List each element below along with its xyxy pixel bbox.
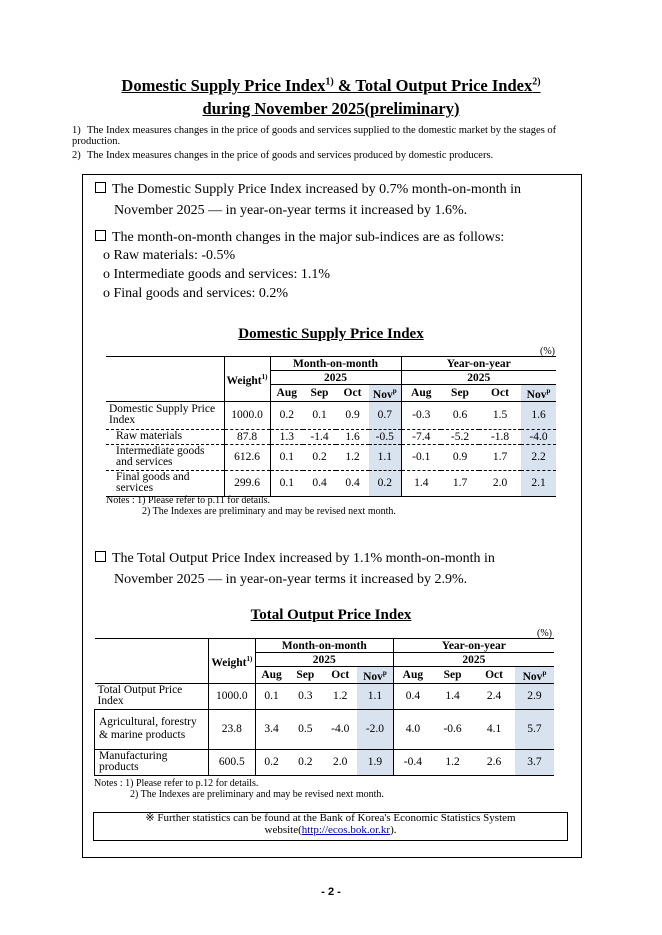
column-header: Oct [491,386,509,399]
reference-mark-icon: ※ [145,812,155,824]
page-subtitle: during November 2025(preliminary) [202,99,460,118]
table-row: Intermediate goods and services 612.6 0.1 0.2 1.2 1.1 -0.1 0.9 1.7 2.2 [106,444,556,470]
mom-header: Month-on-month [255,639,393,653]
weight-header: Weight$^{1)}$ [224,357,270,402]
column-header: Oct [485,668,503,681]
ecos-link[interactable]: http://ecos.bok.or.kr [301,823,391,836]
table1-unit: (%) [540,346,555,357]
list-item: o Final goods and services: 0.2% [103,286,289,301]
footnote-2: 2) The Index measures changes in the price of goods and services produced by domestic producers. [72,150,494,161]
yoy-header: Year-on-year [401,357,556,371]
footnote-1: 1) The Index measures changes in the price of goods and services supplied to the domestic market by the stages of production. [72,125,557,147]
table-row: Total Output Price Index 1000.0 0.1 0.3 1.2 1.1 0.4 1.4 2.4 2.9 [95,683,555,709]
column-header: Sep [310,386,329,399]
table2-notes: Notes : 1) Please refer to p.12 for details. 2) The Indexes are preliminary and may be revised next month. [94,778,384,800]
list-item: o Intermediate goods and services: 1.1% [103,267,331,282]
yoy-year: 2025 [467,371,491,384]
table-row: Manufacturing products 600.5 0.2 0.2 2.0 1.9 -0.4 1.2 2.6 3.7 [95,749,555,775]
summary-paragraph-2: The month-on-month changes in the major sub-indices are as follows: [95,227,570,248]
table-row: Agricultural, forestry & marine products 23.8 3.4 0.5 -4.0 -2.0 4.0 -0.6 4.1 5.7 [95,709,555,749]
table-row: Domestic Supply Price Index 1000.0 0.2 0.1 0.9 0.7 -0.3 0.6 1.5 1.6 [106,401,556,429]
column-header: Oct [331,668,350,681]
page-number: - 2 - [321,886,341,898]
mom-year: 2025 [255,653,393,667]
summary-paragraph-1: The Domestic Supply Price Index increased by 0.7% month-on-month in November 2025 — in year-on-year terms it increased by 1.6%. [95,179,570,221]
column-header: Nov$^p$ [369,385,401,402]
yoy-year: 2025 [462,653,486,666]
column-header: Sep [296,668,315,681]
domestic-supply-table [106,356,556,497]
summary-paragraph-3: The Total Output Price Index increased by 1.1% month-on-month in November 2025 — in year-on-year terms it increased by 2.9%. [95,548,570,590]
column-header: Nov$^p$ [515,667,554,684]
further-statistics-note: ※ Further statistics can be found at the Bank of Korea's Economic Statistics System website(http://ecos.bok.or.kr). [93,812,568,841]
yoy-header: Year-on-year [393,639,554,653]
total-output-table [94,638,554,776]
column-header: Aug [261,668,282,681]
table1-title: Domestic Supply Price Index [238,326,424,342]
column-header: Nov$^p$ [357,667,393,684]
sub-index-bullets [103,246,330,303]
column-header: Sep [443,668,462,681]
column-header: Aug [402,668,424,681]
page-title: Domestic Supply Price Index$^{1)}$ & Total Output Price Index$^{2)}$ [121,76,541,95]
checkbox-square-icon [95,182,106,193]
column-header: Aug [411,386,432,399]
column-header: Oct [343,386,362,399]
table2-unit: (%) [537,628,552,639]
weight-header: Weight$^{1)}$ [208,639,255,684]
checkbox-square-icon [95,230,106,241]
list-item: o Raw materials: -0.5% [103,248,236,263]
column-header: Aug [276,386,297,399]
mom-year: 2025 [270,371,401,385]
table-row: Raw materials 87.8 1.3 -1.4 1.6 -0.5 -7.4 -5.2 -1.8 -4.0 [106,429,556,444]
column-header: Sep [451,386,469,399]
checkbox-square-icon [95,551,106,562]
table2-title: Total Output Price Index [250,607,412,623]
table-row: Final goods and services 299.6 0.1 0.4 0.4 0.2 1.4 1.7 2.0 2.1 [106,470,556,496]
column-header: Nov$^p$ [521,385,556,402]
table1-notes: Notes : 1) Please refer to p.11 for details. 2) The Indexes are preliminary and may be revised next month. [106,495,396,517]
mom-header: Month-on-month [270,357,401,371]
